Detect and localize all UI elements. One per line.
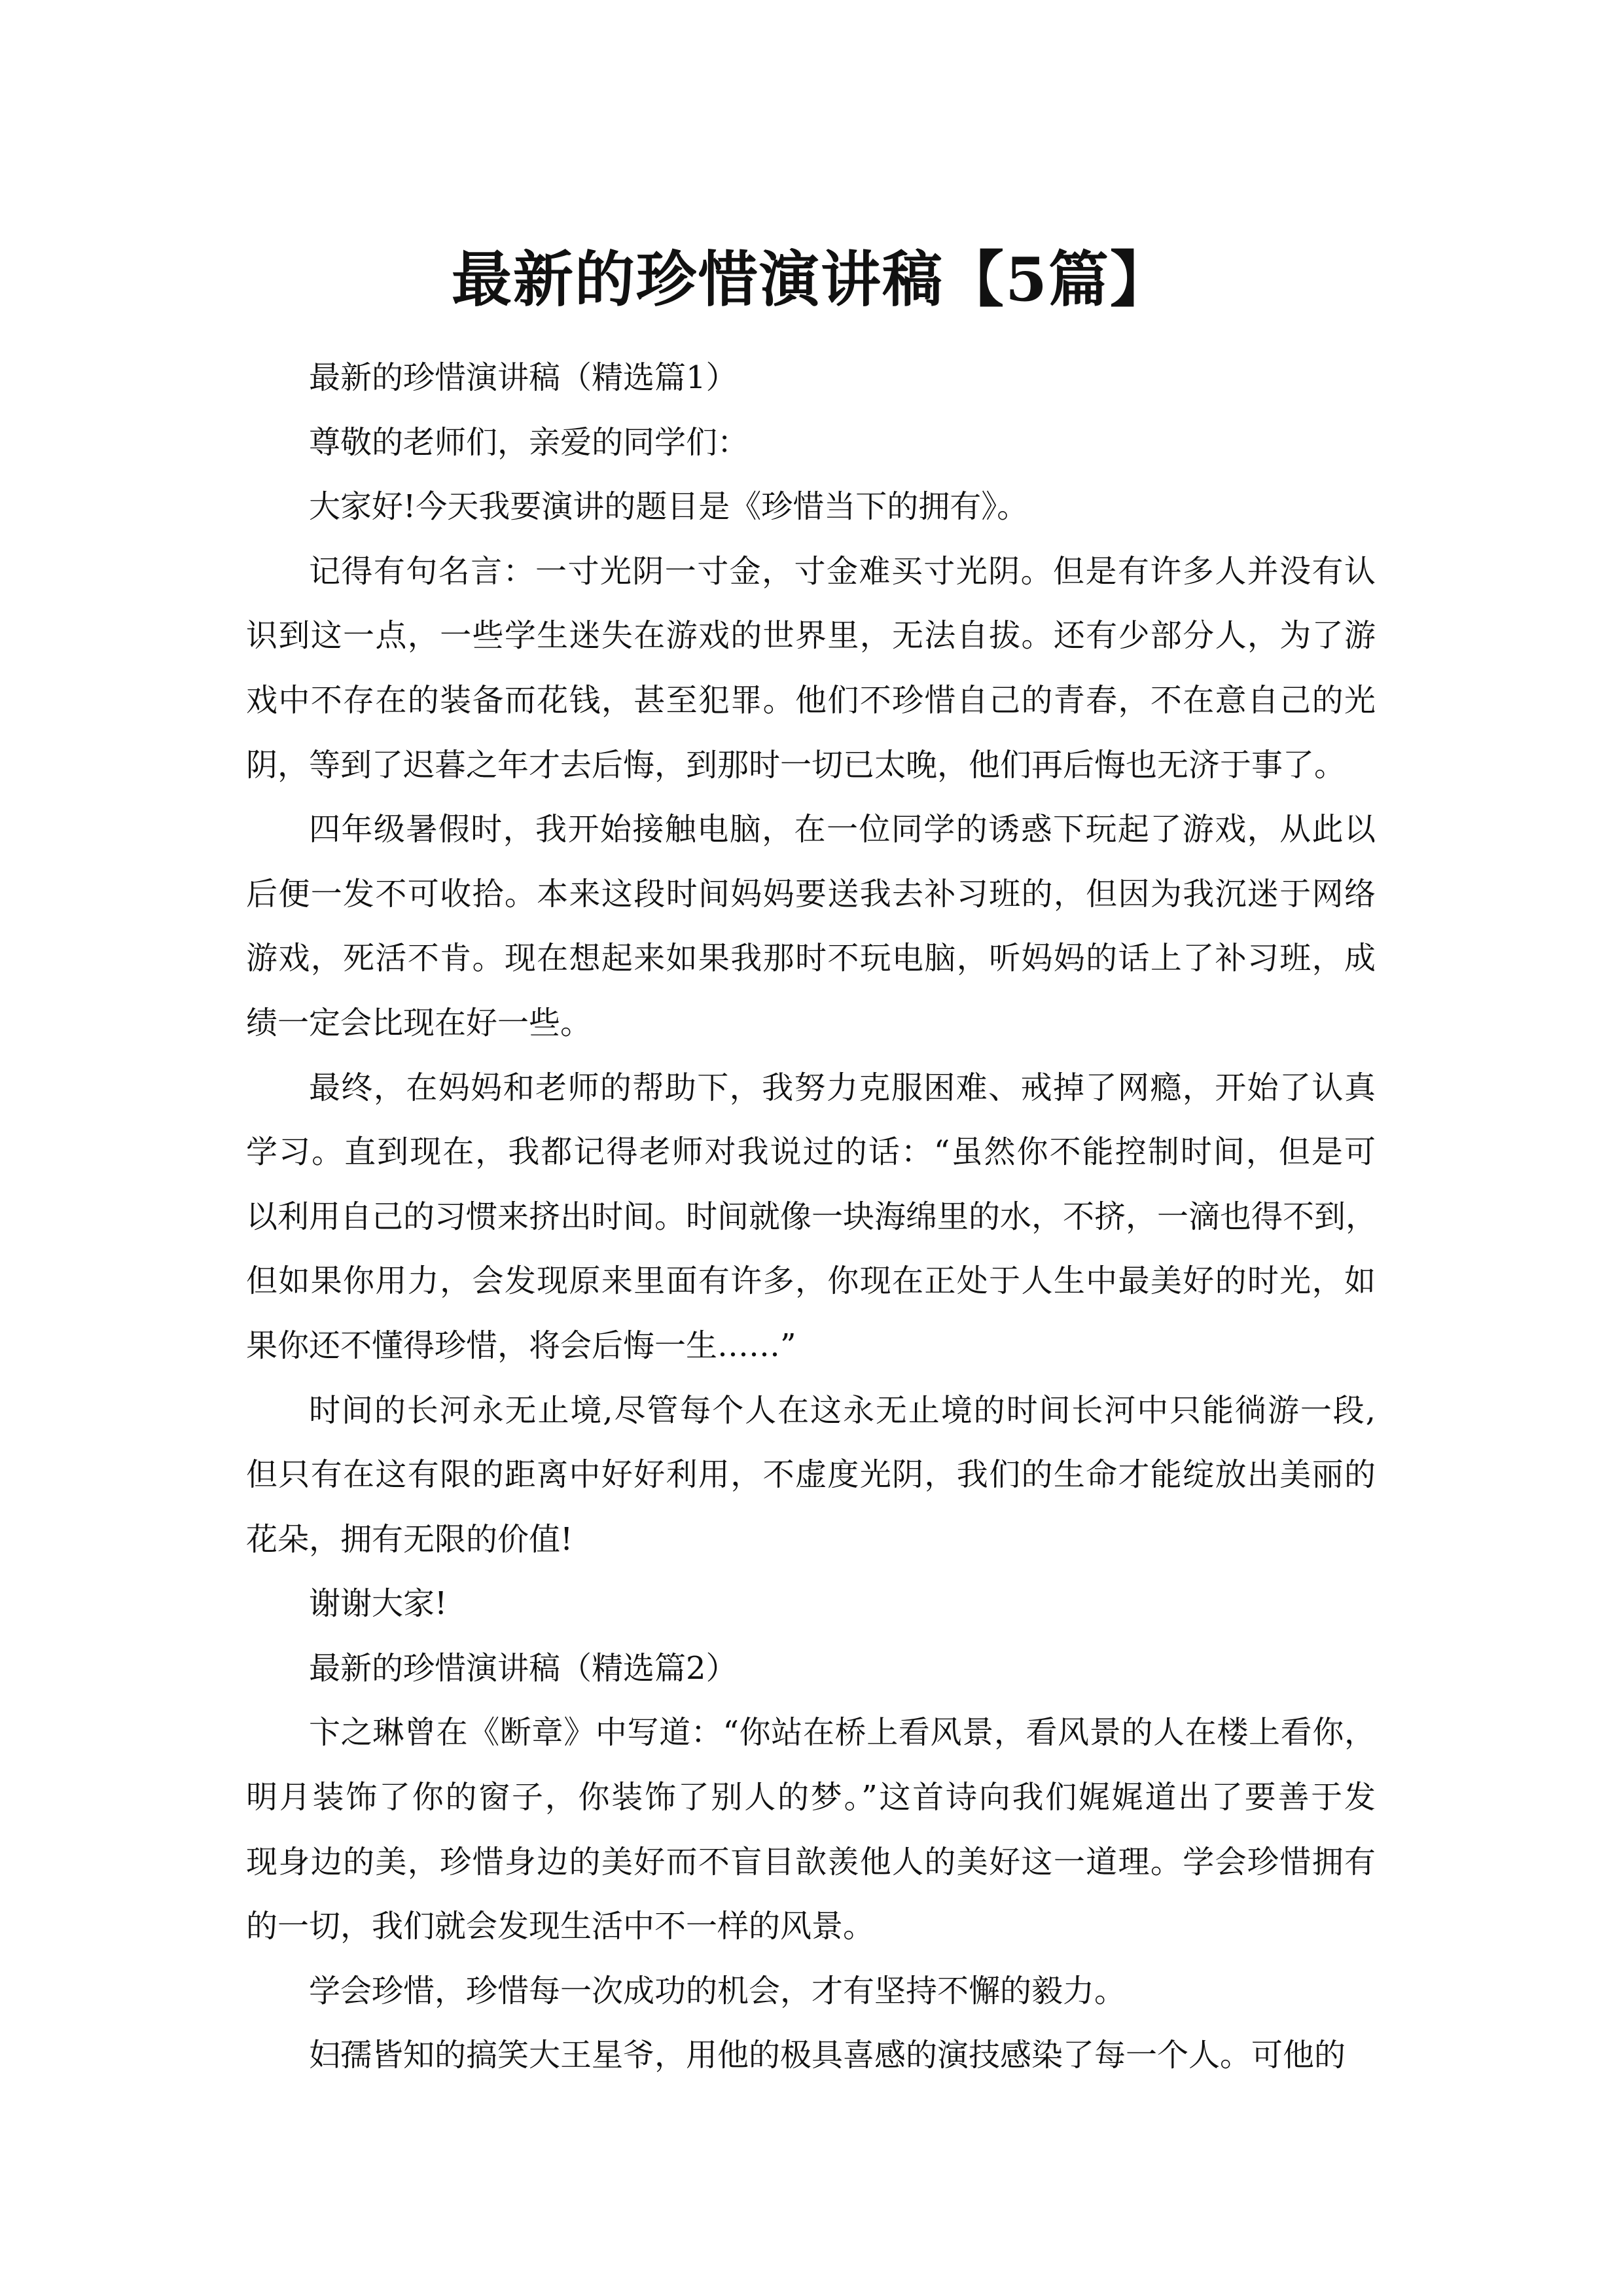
paragraph-line: 游戏，死活不肯。现在想起来如果我那时不玩电脑，听妈妈的话上了补习班，成	[246, 940, 1376, 977]
paragraph	[246, 410, 1376, 475]
paragraph	[246, 1378, 1376, 1572]
paragraph-line: 阴，等到了迟暮之年才去后悔，到那时一切已太晚，他们再后悔也无济于事了。	[246, 746, 1346, 783]
paragraph-line: 但只有在这有限的距离中好好利用，不虚度光阴，我们的生命才能绽放出美丽的	[246, 1456, 1376, 1494]
paragraph-line: 学习。直到现在，我都记得老师对我说过的话：“虽然你不能控制时间，但是可	[246, 1134, 1376, 1171]
paragraph	[246, 1056, 1376, 1378]
paragraph-line: 最新的珍惜演讲稿（精选篇1）	[309, 359, 738, 396]
paragraph	[246, 797, 1376, 1055]
paragraph-line: 谢谢大家!	[309, 1585, 448, 1623]
paragraph-line: 最新的珍惜演讲稿（精选篇2）	[309, 1649, 738, 1687]
paragraph-line: 的一切，我们就会发现生活中不一样的风景。	[246, 1908, 875, 1945]
paragraph-line: 戏中不存在的装备而花钱，甚至犯罪。他们不珍惜自己的青春，不在意自己的光	[246, 681, 1376, 719]
paragraph	[246, 2023, 1376, 2088]
paragraph-line: 现身边的美，珍惜身边的美好而不盲目歆羡他人的美好这一道理。学会珍惜拥有	[246, 1843, 1376, 1880]
paragraph	[246, 475, 1376, 539]
document-body	[246, 346, 1376, 2088]
document-title: 最新的珍惜演讲稿【5篇】	[451, 243, 1171, 315]
paragraph-line: 四年级暑假时，我开始接触电脑，在一位同学的诱惑下玩起了游戏，从此以	[309, 811, 1376, 848]
paragraph-line: 最终，在妈妈和老师的帮助下，我努力克服困难、戒掉了网瘾，开始了认真	[309, 1069, 1376, 1106]
paragraph-line: 大家好!今天我要演讲的题目是《珍惜当下的拥有》。	[309, 488, 1029, 526]
paragraph-line: 果你还不懂得珍惜，将会后悔一生……”	[246, 1327, 796, 1364]
paragraph-line: 花朵，拥有无限的价值!	[246, 1520, 573, 1558]
paragraph	[246, 346, 1376, 410]
paragraph-line: 卞之琳曾在《断章》中写道：“你站在桥上看风景，看风景的人在楼上看你，	[309, 1714, 1376, 1751]
paragraph-line: 妇孺皆知的搞笑大王星爷，用他的极具喜感的演技感染了每一个人。可他的	[309, 2037, 1346, 2074]
paragraph	[246, 539, 1376, 797]
paragraph	[246, 1959, 1376, 2024]
paragraph-line: 明月装饰了你的窗子，你装饰了别人的梦。”这首诗向我们娓娓道出了要善于发	[246, 1779, 1376, 1816]
paragraph-line: 但如果你用力，会发现原来里面有许多，你现在正处于人生中最美好的时光，如	[246, 1263, 1376, 1300]
paragraph-line: 学会珍惜，珍惜每一次成功的机会，才有坚持不懈的毅力。	[309, 1972, 1126, 2009]
paragraph	[246, 1636, 1376, 1701]
paragraph	[246, 1571, 1376, 1636]
paragraph-line: 记得有句名言：一寸光阴一寸金，寸金难买寸光阴。但是有许多人并没有认	[309, 552, 1376, 590]
paragraph-line: 尊敬的老师们，亲爱的同学们：	[309, 423, 749, 461]
paragraph-line: 时间的长河永无止境,尽管每个人在这永无止境的时间长河中只能徜游一段,	[309, 1391, 1376, 1429]
paragraph-line: 绩一定会比现在好一些。	[246, 1004, 592, 1041]
paragraph-line: 后便一发不可收拾。本来这段时间妈妈要送我去补习班的，但因为我沉迷于网络	[246, 875, 1376, 912]
paragraph-line: 以利用自己的习惯来挤出时间。时间就像一块海绵里的水，不挤，一滴也得不到，	[246, 1198, 1378, 1235]
paragraph-line: 识到这一点，一些学生迷失在游戏的世界里，无法自拔。还有少部分人，为了游	[246, 617, 1376, 655]
paragraph	[246, 1700, 1376, 1958]
